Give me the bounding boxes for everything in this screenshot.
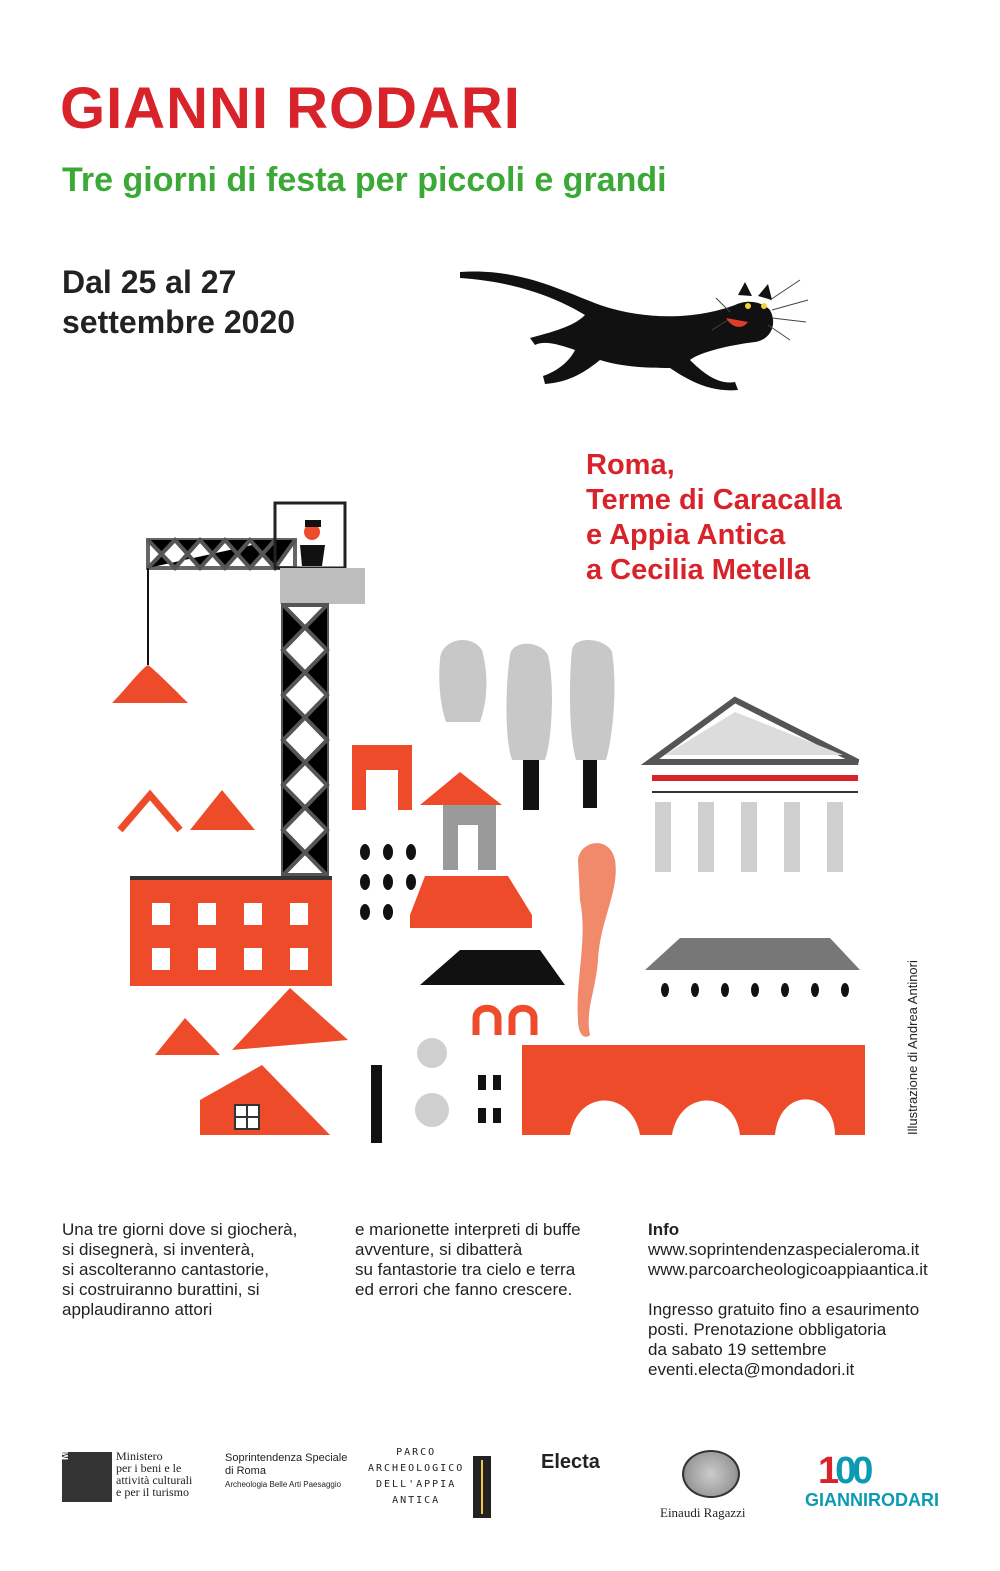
description-col2 — [355, 1220, 581, 1300]
event-dates — [62, 262, 295, 342]
einaudi-seal-icon — [682, 1450, 740, 1498]
mibac-line: attività culturali — [116, 1473, 193, 1487]
poster-title: GIANNI RODARI — [60, 76, 521, 141]
venue-line: e Appia Antica — [586, 519, 786, 551]
tower-illustration — [410, 772, 532, 928]
soprintendenza-line: Soprintendenza Speciale — [225, 1452, 348, 1464]
info-spacer — [648, 1280, 928, 1300]
info-note: Ingresso gratuito fino a esaurimento — [648, 1300, 920, 1319]
info-note: da sabato 19 settembre — [648, 1340, 827, 1359]
soprintendenza-line: di Roma — [225, 1465, 266, 1477]
description-line: avventure, si dibatterà — [355, 1240, 523, 1259]
description-line: si costruiranno burattini, si — [62, 1280, 260, 1299]
centenary-logo-text: GIANNIRODARI — [805, 1490, 939, 1510]
centenary-zeros: 00 — [835, 1450, 870, 1492]
parco-line: PARCO — [396, 1447, 437, 1458]
centenary-logo-number — [818, 1450, 869, 1493]
description-line: si disegnerà, si inventerà, — [62, 1240, 255, 1259]
venue-line: Roma, — [586, 449, 675, 481]
temple-illustration — [650, 700, 858, 872]
illustration-credit: Illustrazione di Andrea Antinori — [905, 960, 920, 1135]
venue-text — [586, 448, 842, 588]
electa-logo: Electa — [541, 1451, 600, 1473]
arch-illustration — [352, 745, 416, 920]
mibac-logo-letters: MIBACT — [60, 1421, 71, 1460]
mibac-line: per i beni e le — [116, 1461, 182, 1475]
mibac-logo-text — [116, 1450, 192, 1498]
grey-roof-illustration — [645, 938, 860, 997]
parco-line: DELL'APPIA — [376, 1479, 457, 1490]
venue-line: a Cecilia Metella — [586, 554, 811, 586]
mibac-line: e per il turismo — [116, 1485, 189, 1499]
smoke-illustration — [578, 843, 616, 1037]
black-roof-illustration — [371, 950, 565, 1143]
venue-line: Terme di Caracalla — [586, 484, 842, 516]
info-link[interactable]: www.soprintendenzaspecialeroma.it — [648, 1240, 920, 1259]
description-line: ed errori che fanno crescere. — [355, 1280, 573, 1299]
trees-illustration — [439, 640, 614, 810]
rooftops-illustration — [120, 790, 348, 1055]
black-cat-illustration — [460, 272, 808, 391]
crane-illustration — [112, 503, 365, 875]
soprintendenza-logo — [225, 1452, 347, 1491]
dates-line: Dal 25 al 27 — [62, 264, 237, 300]
description-line: si ascolteranno cantastorie, — [62, 1260, 269, 1279]
parco-line: ARCHEOLOGICO — [368, 1463, 465, 1474]
description-col1 — [62, 1220, 297, 1320]
parco-line: ANTICA — [392, 1495, 441, 1506]
parco-road-icon — [473, 1456, 491, 1518]
info-heading: Info — [648, 1220, 680, 1239]
einaudi-logo-text: Einaudi Ragazzi — [660, 1505, 746, 1520]
centenary-one: 1 — [818, 1450, 836, 1492]
description-line: applaudiranno attori — [62, 1300, 213, 1319]
mibac-line: Ministero — [116, 1449, 163, 1463]
aqueduct-illustration — [522, 1045, 865, 1135]
parco-logo-text — [368, 1445, 464, 1509]
info-email[interactable]: eventi.electa@mondadori.it — [648, 1360, 855, 1379]
description-line: e marionette interpreti di buffe — [355, 1220, 581, 1239]
description-line: Una tre giorni dove si giocherà, — [62, 1220, 298, 1239]
description-line: su fantastorie tra cielo e terra — [355, 1260, 576, 1279]
info-note: posti. Prenotazione obbligatoria — [648, 1320, 887, 1339]
info-block — [648, 1220, 928, 1380]
soprintendenza-small: Archeologia Belle Arti Paesaggio — [225, 1480, 342, 1489]
poster-subtitle: Tre giorni di festa per piccoli e grandi — [62, 161, 667, 199]
red-building-illustration — [130, 878, 332, 986]
info-link[interactable]: www.parcoarcheologicoappiaantica.it — [648, 1260, 928, 1279]
small-house-illustration — [200, 1065, 330, 1135]
dates-line: settembre 2020 — [62, 304, 296, 340]
sponsor-logos — [0, 1420, 1000, 1530]
